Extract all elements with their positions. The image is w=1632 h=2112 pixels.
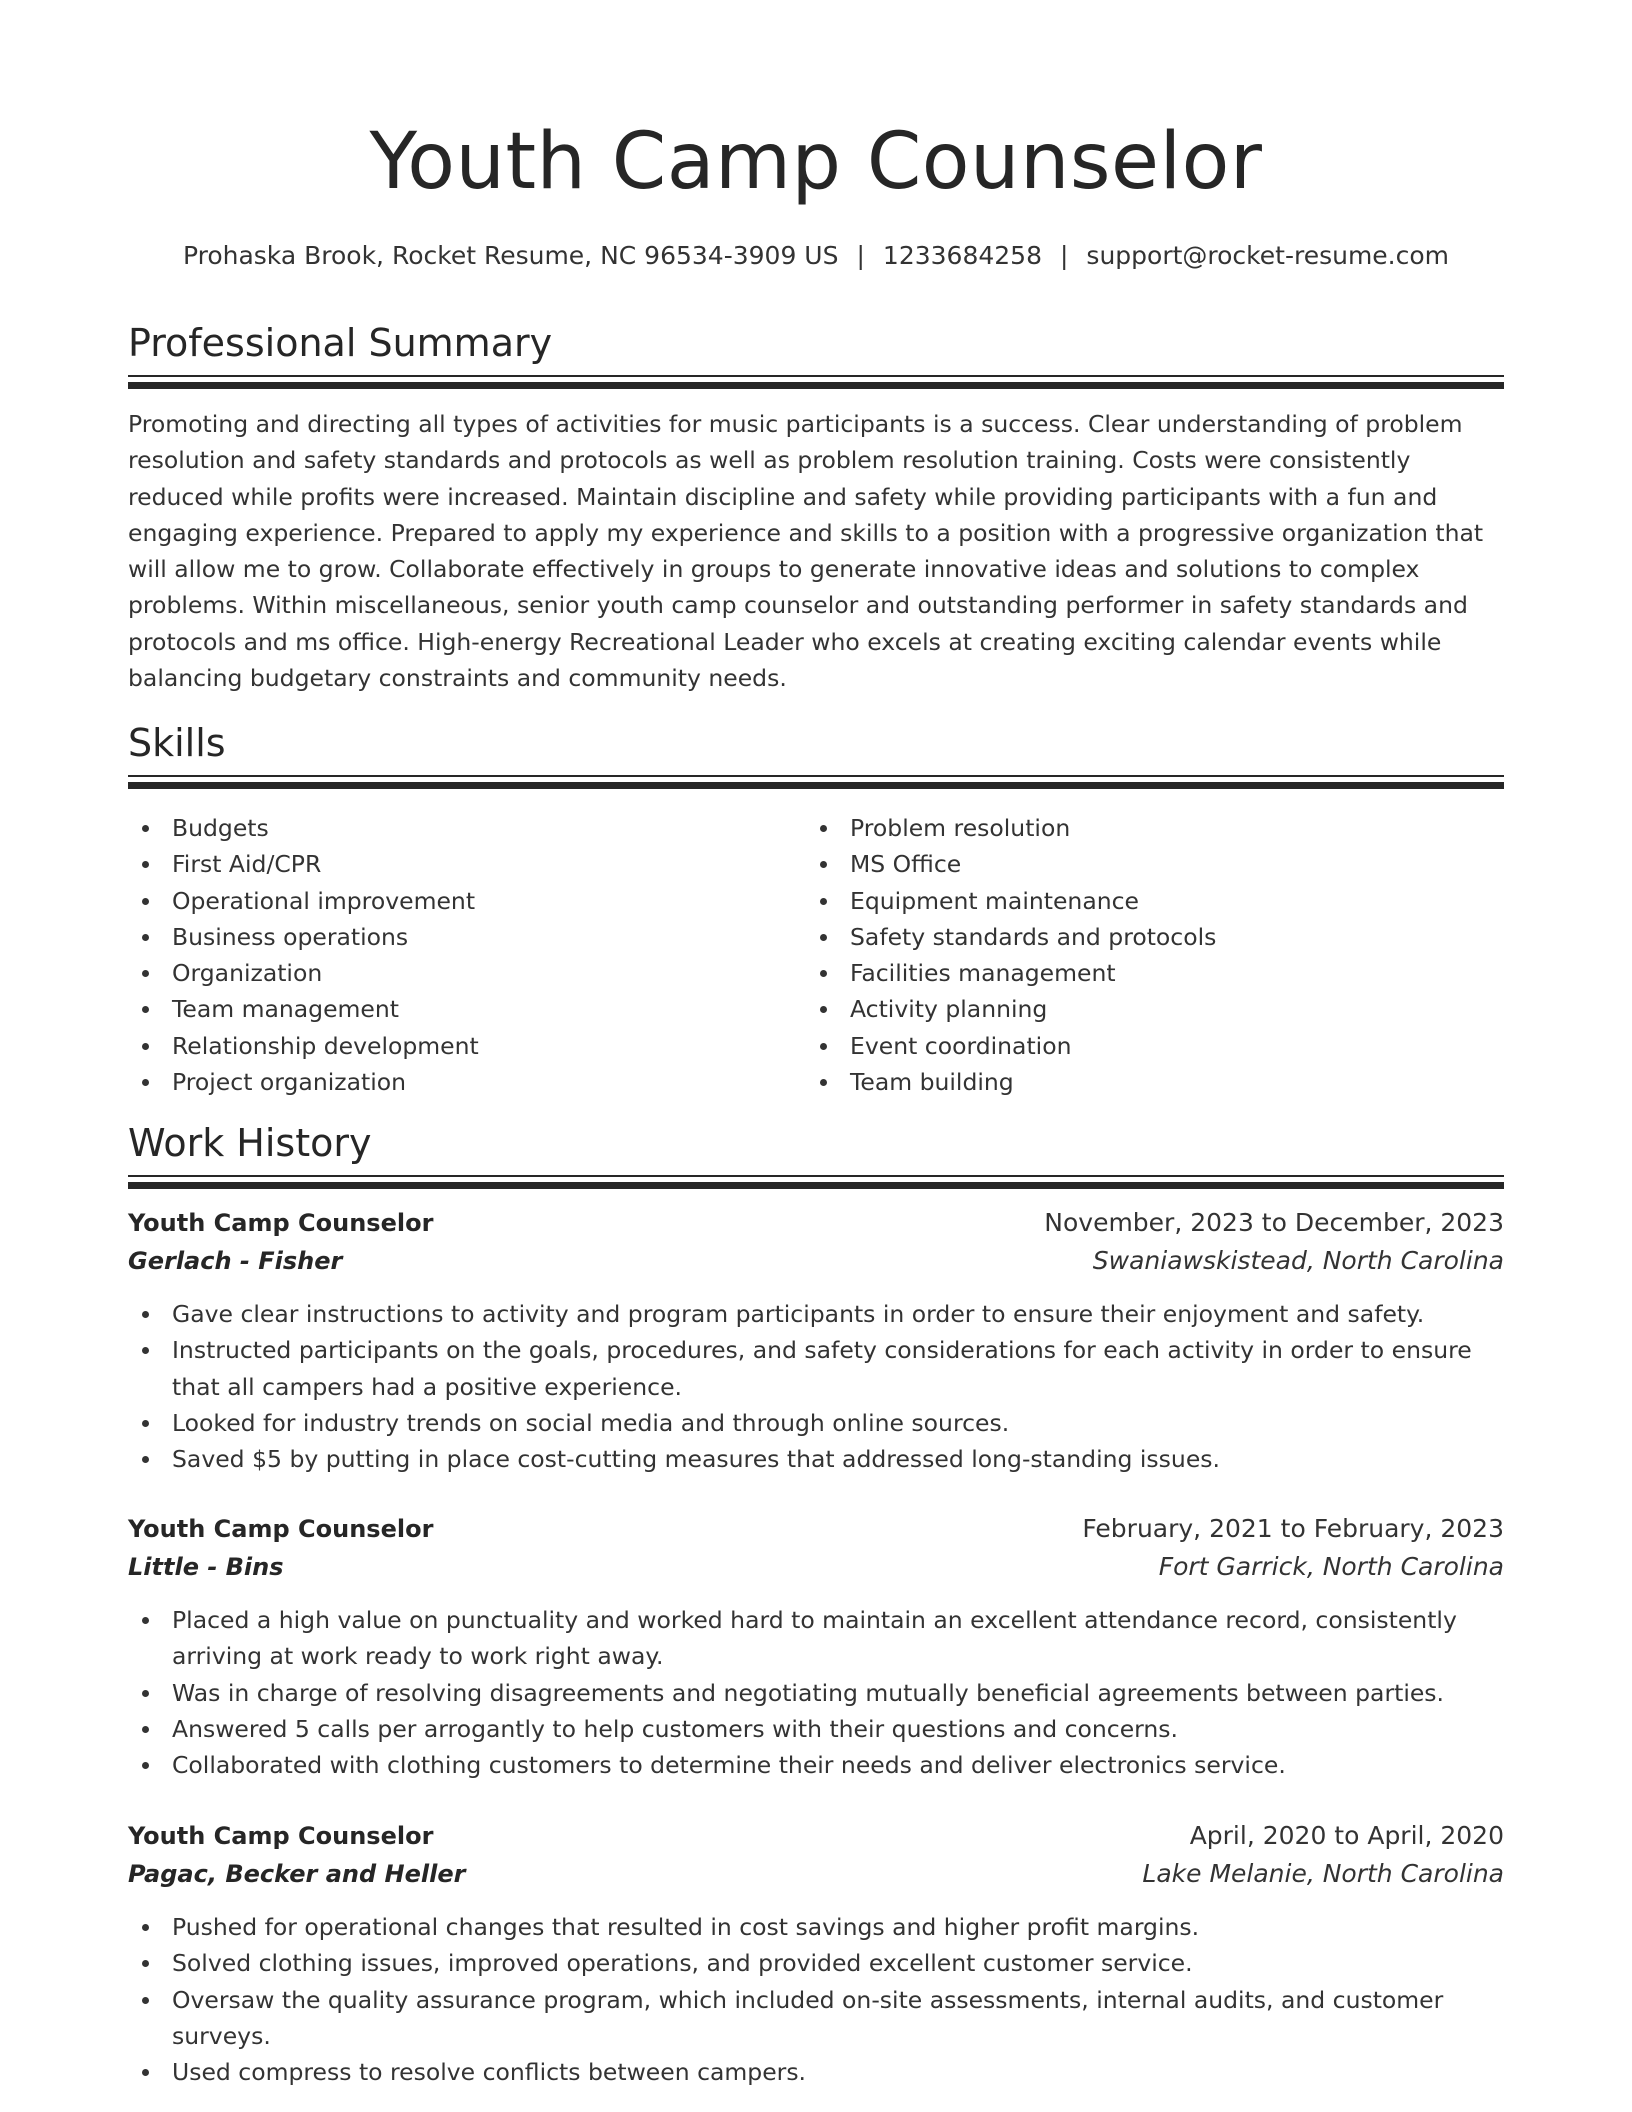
job-company: Pagac, Becker and Heller	[128, 1860, 466, 1888]
job-bullet: Gave clear instructions to activity and program participants in order to ensure their enjoyment and safety.	[128, 1296, 1504, 1332]
job-location: Swaniawskistead, North Carolina	[1092, 1246, 1504, 1275]
job-bullets	[128, 1909, 1504, 2090]
contact-separator: |	[1059, 241, 1069, 270]
job-header-row	[128, 1204, 1504, 1242]
job-bullet: Collaborated with clothing customers to determine their needs and deliver electronics service.	[128, 1747, 1504, 1783]
job-bullet: Instructed participants on the goals, procedures, and safety considerations for each activity in order to ensure that all campers had a positive experience.	[128, 1332, 1504, 1405]
summary-heading-block	[128, 318, 1504, 368]
resume-title: Youth Camp Counselor	[369, 117, 1263, 207]
skill-item: Relationship development	[128, 1028, 788, 1064]
summary-heading: Professional Summary	[128, 321, 553, 365]
job-company: Little - Bins	[128, 1553, 284, 1581]
contact-address: Prohaska Brook, Rocket Resume, NC 96534-3909 US	[182, 241, 839, 270]
job-bullet: Used compress to resolve conflicts between campers.	[128, 2054, 1504, 2090]
job-dates: February, 2021 to February, 2023	[1082, 1514, 1504, 1543]
section-divider	[128, 375, 1504, 377]
contact-separator: |	[856, 241, 865, 270]
contact-phone: 1233684258	[882, 241, 1042, 270]
skills-list-left	[128, 810, 788, 1100]
job-entry	[128, 1510, 1504, 1783]
job-company: Gerlach - Fisher	[128, 1247, 343, 1275]
job-dates: April, 2020 to April, 2020	[1189, 1821, 1504, 1850]
summary-text: Promoting and directing all types of activities for music participants is a success. Clear understanding of problem resolution and safety standards and protocols as well as problem resolution training. Costs were consistently reduced while profits were increased. Maintain discipline and safety while providing participants with a fun and engaging experience. Prepared to apply my experience and skills to a position with a progressive organization that will allow me to grow. Collaborate effectively in groups to generate innovative ideas and solutions to complex problems. Within miscellaneous, senior youth camp counselor and outstanding performer in safety standards and protocols and ms office. High-energy Recreational Leader who excels at creating exciting calendar events while balancing budgetary constraints and community needs.	[128, 410, 1484, 693]
skills-list-right	[806, 810, 1466, 1100]
skill-item: Problem resolution	[806, 810, 1466, 846]
contact-line	[128, 236, 1504, 276]
skills-heading-block	[128, 718, 1504, 768]
skill-item: MS Office	[806, 846, 1466, 882]
job-company-row	[128, 1855, 1504, 1893]
contact-email: support@rocket-resume.com	[1086, 241, 1450, 270]
job-header-row	[128, 1510, 1504, 1548]
section-divider	[128, 382, 1504, 389]
section-divider	[128, 1175, 1504, 1177]
skill-item: First Aid/CPR	[128, 846, 788, 882]
job-location: Fort Garrick, North Carolina	[1158, 1552, 1504, 1581]
job-title: Youth Camp Counselor	[128, 1515, 434, 1543]
skill-item: Team building	[806, 1064, 1466, 1100]
skill-item: Safety standards and protocols	[806, 919, 1466, 955]
job-bullets	[128, 1296, 1504, 1477]
job-bullet: Answered 5 calls per arrogantly to help customers with their questions and concerns.	[128, 1711, 1504, 1747]
job-dates: November, 2023 to December, 2023	[1044, 1208, 1504, 1237]
skill-item: Budgets	[128, 810, 788, 846]
skill-item: Organization	[128, 955, 788, 991]
job-header-row	[128, 1817, 1504, 1855]
job-title: Youth Camp Counselor	[128, 1209, 434, 1237]
job-title: Youth Camp Counselor	[128, 1822, 434, 1850]
skill-item: Equipment maintenance	[806, 883, 1466, 919]
job-entry	[128, 1817, 1504, 2090]
section-divider	[128, 775, 1504, 777]
work-heading-block	[128, 1118, 1504, 1168]
job-bullets	[128, 1602, 1504, 1783]
section-divider	[128, 782, 1504, 789]
section-divider	[128, 1182, 1504, 1189]
skill-item: Event coordination	[806, 1028, 1466, 1064]
job-company-row	[128, 1548, 1504, 1586]
skill-item: Facilities management	[806, 955, 1466, 991]
job-bullet: Was in charge of resolving disagreements and negotiating mutually beneficial agreements between parties.	[128, 1675, 1504, 1711]
skill-item: Project organization	[128, 1064, 788, 1100]
job-bullet: Oversaw the quality assurance program, which included on-site assessments, internal audits, and customer surveys.	[128, 1982, 1504, 2055]
job-company-row	[128, 1242, 1504, 1280]
job-bullet: Saved $5 by putting in place cost-cutting measures that addressed long-standing issues.	[128, 1441, 1504, 1477]
job-bullet: Placed a high value on punctuality and worked hard to maintain an excellent attendance record, consistently arriving at work ready to work right away.	[128, 1602, 1504, 1675]
job-bullet: Solved clothing issues, improved operations, and provided excellent customer service.	[128, 1945, 1504, 1981]
work-heading: Work History	[128, 1121, 372, 1165]
job-bullet: Pushed for operational changes that resulted in cost savings and higher profit margins.	[128, 1909, 1504, 1945]
job-bullet: Looked for industry trends on social media and through online sources.	[128, 1405, 1504, 1441]
skill-item: Activity planning	[806, 991, 1466, 1027]
skills-heading: Skills	[128, 721, 226, 765]
skill-item: Team management	[128, 991, 788, 1027]
skill-item: Business operations	[128, 919, 788, 955]
skill-item: Operational improvement	[128, 883, 788, 919]
job-location: Lake Melanie, North Carolina	[1142, 1859, 1504, 1888]
job-entry	[128, 1204, 1504, 1477]
